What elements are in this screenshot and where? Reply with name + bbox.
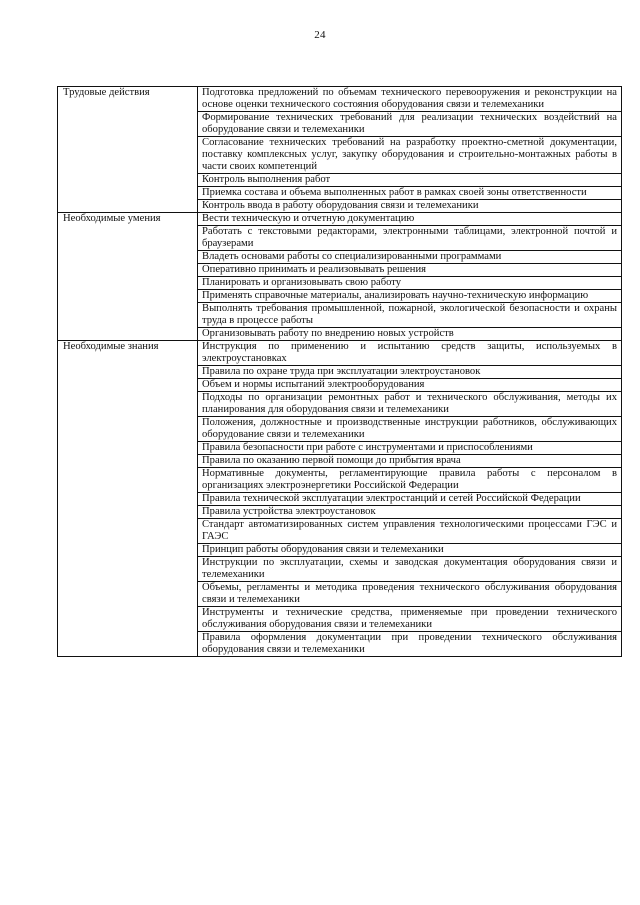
table-cell: Принцип работы оборудования связи и телемеханики — [198, 544, 622, 557]
table-cell: Объемы, регламенты и методика проведения технического обслуживания оборудования связи и телемеханики — [198, 582, 622, 607]
table-cell: Инструкции по эксплуатации, схемы и заводская документация оборудования связи и телемеханики — [198, 557, 622, 582]
table-cell: Подходы по организации ремонтных работ и технического обслуживания, методы их планирования для оборудования связи и телемеханики — [198, 392, 622, 417]
requirements-table — [57, 86, 622, 657]
table-cell: Правила по охране труда при эксплуатации электроустановок — [198, 366, 622, 379]
table-cell: Инструкция по применению и испытанию средств защиты, используемых в электроустановках — [198, 341, 622, 366]
section-label-labor-actions: Трудовые действия — [58, 87, 198, 213]
table-cell: Правила безопасности при работе с инструментами и приспособлениями — [198, 442, 622, 455]
table-cell: Выполнять требования промышленной, пожарной, экологической безопасности и охраны труда в процессе работы — [198, 303, 622, 328]
table-cell: Правила устройства электроустановок — [198, 506, 622, 519]
table-row — [58, 87, 622, 112]
table-cell: Владеть основами работы со специализированными программами — [198, 251, 622, 264]
table-cell: Инструменты и технические средства, применяемые при проведении технического обслуживания оборудования связи и телемеханики — [198, 607, 622, 632]
table-cell: Оперативно принимать и реализовывать решения — [198, 264, 622, 277]
section-label-required-knowledge: Необходимые знания — [58, 341, 198, 657]
table-cell: Работать с текстовыми редакторами, электронными таблицами, электронной почтой и браузерами — [198, 226, 622, 251]
table-row — [58, 213, 622, 226]
table-cell: Организовывать работу по внедрению новых устройств — [198, 328, 622, 341]
table-cell: Вести техническую и отчетную документацию — [198, 213, 622, 226]
table-cell: Согласование технических требований на разработку проектно-сметной документации, поставку комплексных услуг, закупку оборудования и строительно-монтажных работы в части своих компетенций — [198, 137, 622, 174]
table-cell: Применять справочные материалы, анализировать научно-техническую информацию — [198, 290, 622, 303]
section-label-required-skills: Необходимые умения — [58, 213, 198, 341]
table-cell: Правила по оказанию первой помощи до прибытия врача — [198, 455, 622, 468]
table-cell: Формирование технических требований для реализации технических воздействий на оборудование связи и телемеханики — [198, 112, 622, 137]
table-cell: Подготовка предложений по объемам технического перевооружения и реконструкции на основе оценки технического состояния оборудования связи и телемеханики — [198, 87, 622, 112]
page-number: 24 — [314, 29, 326, 41]
table-cell: Стандарт автоматизированных систем управления технологическими процессами ГЭС и ГАЭС — [198, 519, 622, 544]
table-cell: Нормативные документы, регламентирующие правила работы с персоналом в организациях электроэнергетики Российской Федерации — [198, 468, 622, 493]
table-cell: Контроль ввода в работу оборудования связи и телемеханики — [198, 200, 622, 213]
table-cell: Объем и нормы испытаний электрооборудования — [198, 379, 622, 392]
table-row — [58, 341, 622, 366]
table-cell: Приемка состава и объема выполненных работ в рамках своей зоны ответственности — [198, 187, 622, 200]
table-cell: Контроль выполнения работ — [198, 174, 622, 187]
table-cell: Правила технической эксплуатации электростанций и сетей Российской Федерации — [198, 493, 622, 506]
table-cell: Положения, должностные и производственные инструкции работников, обслуживающих оборудование связи и телемеханики — [198, 417, 622, 442]
table-cell: Планировать и организовывать свою работу — [198, 277, 622, 290]
table-cell: Правила оформления документации при проведении технического обслуживания оборудования связи и телемеханики — [198, 632, 622, 657]
